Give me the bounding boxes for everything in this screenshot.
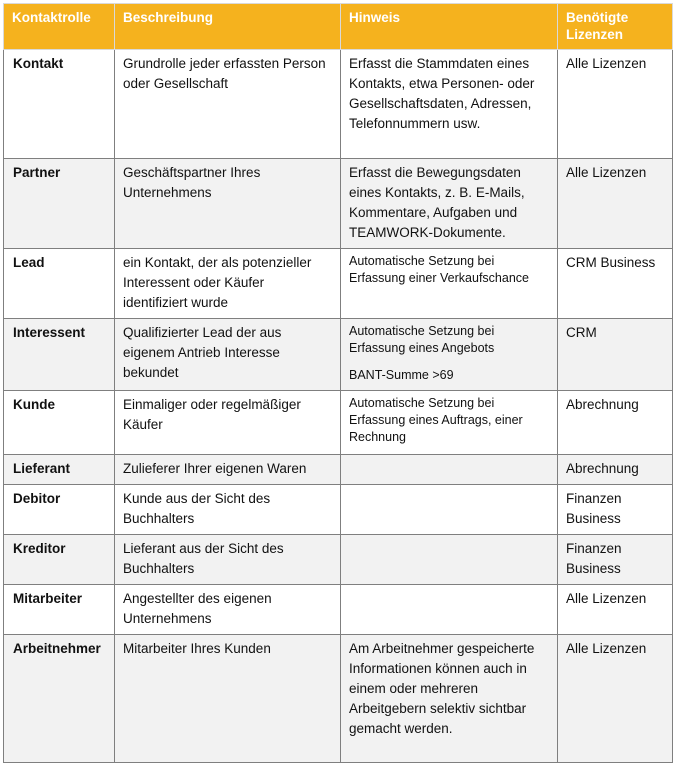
description-cell: Angestellter des eigenen Unternehmens bbox=[115, 585, 341, 635]
role-cell: Kunde bbox=[4, 391, 115, 455]
hint-text: Automatische Setzung bei Erfassung einer Verkaufschance bbox=[349, 254, 529, 285]
hint-cell bbox=[341, 485, 558, 535]
description-cell: Einmaliger oder regelmäßiger Käufer bbox=[115, 391, 341, 455]
table-row bbox=[4, 249, 673, 319]
hint-cell: Am Arbeitnehmer gespeicherte Informationen können auch in einem oder mehreren Arbeitgebern selektiv sichtbar gemacht werden. bbox=[341, 635, 558, 763]
role-cell: Kontakt bbox=[4, 50, 115, 159]
hint-cell bbox=[341, 535, 558, 585]
table-row bbox=[4, 319, 673, 391]
role-cell: Debitor bbox=[4, 485, 115, 535]
hint-cell bbox=[341, 249, 558, 319]
role-cell: Partner bbox=[4, 159, 115, 249]
hint-cell bbox=[341, 319, 558, 391]
hint-cell bbox=[341, 455, 558, 485]
role-cell: Arbeitnehmer bbox=[4, 635, 115, 763]
description-cell: Lieferant aus der Sicht des Buchhalters bbox=[115, 535, 341, 585]
license-cell: Abrechnung bbox=[558, 455, 673, 485]
header-role: Kontaktrolle bbox=[4, 4, 115, 50]
license-cell: CRM Business bbox=[558, 249, 673, 319]
header-hint: Hinweis bbox=[341, 4, 558, 50]
hint-cell: Erfasst die Bewegungsdaten eines Kontakts, z. B. E-Mails, Kommentare, Aufgaben und TEAMWORK-Dokumente. bbox=[341, 159, 558, 249]
hint-text: Automatische Setzung bei Erfassung eines Auftrags, einer Rechnung bbox=[349, 396, 523, 444]
table-row bbox=[4, 635, 673, 763]
table-row bbox=[4, 159, 673, 249]
role-cell: Lead bbox=[4, 249, 115, 319]
role-cell: Lieferant bbox=[4, 455, 115, 485]
table-row bbox=[4, 455, 673, 485]
table-row bbox=[4, 485, 673, 535]
description-cell: Grundrolle jeder erfassten Person oder Gesellschaft bbox=[115, 50, 341, 159]
description-cell: Geschäftspartner Ihres Unternehmens bbox=[115, 159, 341, 249]
description-cell: Zulieferer Ihrer eigenen Waren bbox=[115, 455, 341, 485]
role-cell: Kreditor bbox=[4, 535, 115, 585]
license-cell: Finanzen Business bbox=[558, 485, 673, 535]
table-header-row bbox=[4, 4, 673, 50]
contact-roles-table bbox=[3, 3, 673, 763]
license-cell: Alle Lizenzen bbox=[558, 635, 673, 763]
table-row bbox=[4, 50, 673, 159]
header-license: Benötigte Lizenzen bbox=[558, 4, 673, 50]
hint-cell: Erfasst die Stammdaten eines Kontakts, etwa Personen- oder Gesellschaftsdaten, Adressen, Telefonnummern usw. bbox=[341, 50, 558, 159]
license-cell: CRM bbox=[558, 319, 673, 391]
description-cell: Kunde aus der Sicht des Buchhalters bbox=[115, 485, 341, 535]
license-cell: Alle Lizenzen bbox=[558, 50, 673, 159]
role-cell: Mitarbeiter bbox=[4, 585, 115, 635]
hint-text: Automatische Setzung bei Erfassung eines Angebots bbox=[349, 324, 495, 355]
description-cell: Qualifizierter Lead der aus eigenem Antrieb Interesse bekundet bbox=[115, 319, 341, 391]
license-cell: Alle Lizenzen bbox=[558, 585, 673, 635]
license-cell: Alle Lizenzen bbox=[558, 159, 673, 249]
table-row bbox=[4, 585, 673, 635]
description-cell: ein Kontakt, der als potenzieller Interessent oder Käufer identifiziert wurde bbox=[115, 249, 341, 319]
hint-cell bbox=[341, 585, 558, 635]
bant-note: BANT-Summe >69 bbox=[349, 368, 454, 382]
license-cell: Finanzen Business bbox=[558, 535, 673, 585]
license-cell: Abrechnung bbox=[558, 391, 673, 455]
table-row bbox=[4, 535, 673, 585]
description-cell: Mitarbeiter Ihres Kunden bbox=[115, 635, 341, 763]
hint-cell bbox=[341, 391, 558, 455]
role-cell: Interessent bbox=[4, 319, 115, 391]
table-row bbox=[4, 391, 673, 455]
header-description: Beschreibung bbox=[115, 4, 341, 50]
